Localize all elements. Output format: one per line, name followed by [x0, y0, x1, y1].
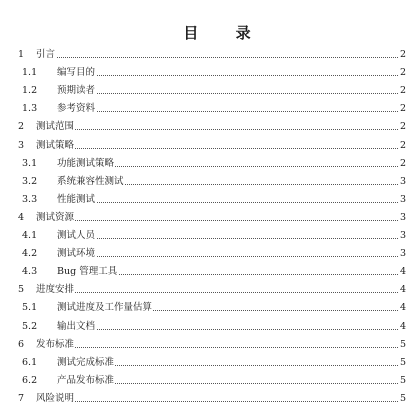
toc-entry[interactable]: [0, 139, 418, 153]
toc-entry[interactable]: [0, 102, 418, 116]
toc-page-number: 5: [399, 374, 406, 386]
toc-entry-number: 1.2: [22, 85, 38, 97]
toc-entry[interactable]: [0, 157, 418, 171]
toc-page-number: 2: [399, 157, 406, 169]
toc-entry-title[interactable]: 测试完成标准: [57, 356, 115, 368]
toc-entry[interactable]: [0, 247, 418, 261]
toc-entry-number: 3.1: [22, 157, 38, 169]
toc-entry-number: 3.3: [22, 193, 38, 205]
toc-page-number: 3: [399, 193, 406, 205]
toc-entry-title[interactable]: 功能测试策略: [57, 157, 115, 169]
toc-page-number: 3: [399, 230, 406, 241]
toc-page-number: 2: [399, 85, 406, 97]
toc-entry-number: 4.1: [22, 230, 38, 241]
toc-entry-title[interactable]: 测试范围: [36, 121, 75, 133]
toc-page-number: 2: [399, 121, 406, 133]
toc-leader-dots: [36, 129, 398, 130]
toc-leader-dots: [36, 148, 398, 149]
toc-page-number: 3: [399, 248, 406, 260]
toc-entry-number: 5.2: [22, 320, 38, 332]
toc-entry-number: 4.3: [22, 266, 38, 278]
toc-entry-number: 2: [18, 121, 25, 133]
toc-entry-number: 7: [18, 392, 25, 404]
toc-entry-number: 3.2: [22, 175, 38, 187]
toc-leader-dots: [57, 256, 398, 257]
toc-entry-title[interactable]: 编写目的: [57, 67, 96, 79]
toc-entry[interactable]: [0, 175, 418, 189]
toc-entry[interactable]: [0, 301, 418, 315]
toc-page-number: 3: [399, 211, 406, 223]
toc-entry-number: 5: [18, 284, 25, 296]
toc-entry-title[interactable]: 产品发布标准: [57, 374, 115, 386]
toc-leader-dots: [57, 238, 398, 239]
toc-entry[interactable]: [0, 48, 418, 62]
toc-entry-title[interactable]: 风险说明: [36, 392, 75, 404]
toc-entry-number: 1.1: [22, 67, 38, 79]
toc-leader-dots: [57, 329, 398, 330]
toc-page-number: 4: [399, 284, 406, 296]
toc-entry[interactable]: [0, 392, 418, 406]
toc-page-number: 4: [399, 320, 406, 332]
toc-page-number: 2: [399, 139, 406, 151]
toc-entry-number: 3: [18, 139, 25, 151]
toc-leader-dots: [36, 220, 398, 221]
toc-entry[interactable]: [0, 356, 418, 370]
toc-entry-title[interactable]: Bug 管理工具: [57, 266, 118, 278]
toc-leader-dots: [36, 401, 398, 402]
toc-page-number: 2: [399, 49, 406, 60]
toc-entry-number: 5.1: [22, 302, 38, 314]
toc-entry-number: 1.3: [22, 103, 38, 115]
toc-entry-title[interactable]: 测试人员: [57, 230, 96, 241]
toc-leader-dots: [57, 75, 398, 76]
toc-page-number: 2: [399, 67, 406, 79]
toc-entry[interactable]: [0, 320, 418, 334]
toc-leader-dots: [57, 202, 398, 203]
toc-entry[interactable]: [0, 66, 418, 80]
toc-leader-dots: [36, 347, 398, 348]
toc-entry[interactable]: [0, 120, 418, 134]
toc-page-number: 4: [399, 266, 406, 278]
toc-entry[interactable]: [0, 211, 418, 225]
toc-entry[interactable]: [0, 283, 418, 297]
toc-entry-title[interactable]: 输出文档: [57, 320, 96, 332]
toc-entry-title[interactable]: 性能测试: [57, 193, 96, 205]
toc-entry-number: 4: [18, 211, 25, 223]
toc-entry[interactable]: [0, 265, 418, 279]
toc-title: 目 录: [183, 24, 267, 42]
toc-page-number: 4: [399, 302, 406, 314]
toc-entry-title[interactable]: 预期读者: [57, 85, 96, 97]
toc-entry[interactable]: [0, 84, 418, 98]
toc-page-number: 5: [399, 338, 406, 350]
toc-entry[interactable]: [0, 229, 418, 243]
toc-entry-title[interactable]: 系统兼容性测试: [57, 175, 124, 187]
toc-page-number: 5: [399, 356, 406, 368]
toc-leader-dots: [57, 93, 398, 94]
toc-entry-number: 6: [18, 338, 25, 350]
toc-leader-dots: [57, 111, 398, 112]
toc-entry-title[interactable]: 测试资源: [36, 211, 75, 223]
toc-entry-title[interactable]: 参考资料: [57, 103, 96, 115]
toc-leader-dots: [36, 57, 398, 58]
toc-entry-number: 6.2: [22, 374, 38, 386]
toc-entry-title[interactable]: 测试进度及工作量估算: [57, 302, 153, 314]
toc-entry-title[interactable]: 引言: [36, 49, 56, 60]
toc-entry-number: 4.2: [22, 248, 38, 260]
toc-entry-title[interactable]: 发布标准: [36, 338, 75, 350]
toc-page-number: 5: [399, 392, 406, 404]
toc-entry-number: 6.1: [22, 356, 38, 368]
toc-page-number: 2: [399, 103, 406, 115]
toc-entry[interactable]: [0, 338, 418, 352]
toc-entry-title[interactable]: 测试环境: [57, 248, 96, 260]
toc-leader-dots: [36, 292, 398, 293]
toc-entry-title[interactable]: 测试策略: [36, 139, 75, 151]
toc-page-number: 3: [399, 175, 406, 187]
toc-entry-title[interactable]: 进度安排: [36, 284, 75, 296]
toc-entry-number: 1: [18, 49, 25, 60]
toc-entry[interactable]: [0, 193, 418, 207]
toc-entry[interactable]: [0, 374, 418, 388]
